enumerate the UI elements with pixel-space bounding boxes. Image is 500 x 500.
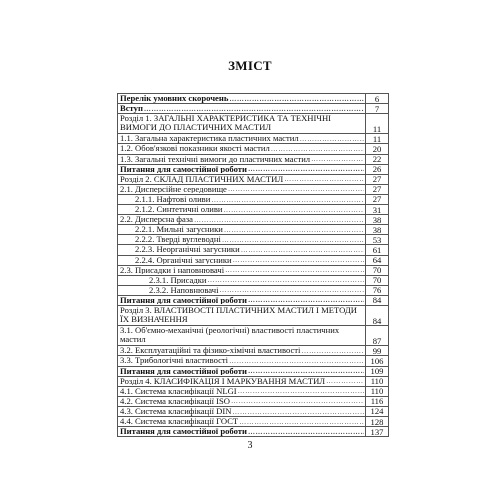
toc-entry-title: 2.3.1. Присадки — [149, 275, 207, 285]
toc-entry-page: 84 — [366, 295, 389, 305]
toc-row — [118, 406, 389, 416]
toc-entry-title: 2.3.2. Наповнювачі — [149, 285, 219, 295]
toc-row — [118, 305, 389, 325]
toc-entry-title: 1.3. Загальні технічні вимоги до пластичних мастил — [120, 154, 311, 164]
toc-row — [118, 366, 389, 376]
toc-row — [118, 144, 389, 154]
toc-entry-title: 2.3. Присадки і наповнювачі — [120, 265, 225, 275]
page-number: 3 — [247, 440, 253, 451]
toc-entry-title: Розділ 4. КЛАСИФІКАЦІЯ І МАРКУВАННЯ МАСТИЛ — [120, 376, 326, 386]
toc-row — [118, 386, 389, 396]
toc-entry-page: 64 — [366, 255, 389, 265]
toc-entry-page: 106 — [366, 356, 389, 366]
toc-entry-title: 2.2.2. Тверді вуглеводні — [135, 235, 221, 244]
toc-row — [118, 417, 389, 427]
toc-entry-title: 4.3. Система класифікації DIN — [120, 406, 232, 416]
toc-entry-page: 27 — [366, 194, 389, 204]
toc-row — [118, 285, 389, 295]
toc-entry-page: 124 — [366, 406, 389, 416]
toc-entry-page: 137 — [366, 427, 389, 437]
toc-heading: ЗМІСТ — [228, 58, 272, 73]
toc-entry-page: 110 — [366, 376, 389, 386]
toc-row — [118, 356, 389, 366]
toc-row — [118, 235, 389, 245]
toc-row — [118, 225, 389, 235]
toc-entry-page: 61 — [366, 245, 389, 255]
toc-entry-page: 20 — [366, 144, 389, 154]
toc-entry-title: 2.1.1. Нафтові оливи — [135, 194, 211, 204]
toc-entry-title: 4.4. Система класифікації ГОСТ — [120, 417, 239, 426]
toc-entry-page: 38 — [366, 215, 389, 225]
toc-entry-title: Питання для самостійної роботи — [120, 164, 247, 174]
toc-row — [118, 154, 389, 164]
toc-entry-page: 116 — [366, 396, 389, 406]
toc-entry-page: 38 — [366, 225, 389, 235]
toc-entry-page: 11 — [366, 114, 389, 134]
toc-entry-title: 2.2.4. Органічні загусники — [135, 255, 232, 265]
toc-row — [118, 215, 389, 225]
toc-entry-page: 109 — [366, 366, 389, 376]
toc-entry-page: 99 — [366, 346, 389, 356]
toc-row — [118, 205, 389, 215]
toc-entry-page: 27 — [366, 184, 389, 194]
toc-entry-title: 2.2. Дисперсна фаза — [120, 215, 193, 224]
toc-row — [118, 94, 389, 104]
toc-entry-page: 7 — [366, 104, 389, 114]
toc-row — [118, 376, 389, 386]
toc-entry-title: Перелік умовних скорочень — [120, 94, 229, 103]
toc-entry-page: 84 — [366, 305, 389, 325]
toc-row — [118, 255, 389, 265]
toc-entry-title: 1.2. Обов'язкові показники якості мастил — [120, 144, 270, 154]
table-of-contents — [117, 93, 389, 437]
toc-row — [118, 427, 389, 437]
toc-entry-title: Розділ 3. ВЛАСТИВОСТІ ПЛАСТИЧНИХ МАСТИЛ І МЕТОДИ ЇХ ВИЗНАЧЕННЯ — [120, 305, 357, 324]
toc-row — [118, 245, 389, 255]
toc-row — [118, 104, 389, 114]
toc-entry-page: 27 — [366, 174, 389, 184]
toc-entry-title: 2.2.1. Мильні загусники — [135, 225, 223, 234]
toc-entry-title: 3.1. Об'ємно-механічні (реологічні) властивості пластичних мастил — [120, 326, 340, 344]
toc-row — [118, 194, 389, 204]
toc-entry-title: 4.1. Система класифікації NLGI — [120, 386, 237, 396]
toc-row — [118, 164, 389, 174]
toc-entry-title: 2.1. Дисперсійне середовище — [120, 184, 227, 194]
toc-entry-title: Питання для самостійної роботи — [120, 295, 247, 305]
toc-entry-page: 110 — [366, 386, 389, 396]
toc-row — [118, 184, 389, 194]
toc-entry-title: Питання для самостійної роботи — [120, 427, 247, 436]
toc-row — [118, 275, 389, 285]
toc-entry-page: 70 — [366, 265, 389, 275]
toc-entry-title: Питання для самостійної роботи — [120, 366, 247, 376]
toc-entry-title: Розділ 2. СКЛАД ПЛАСТИЧНИХ МАСТИЛ — [120, 174, 284, 184]
toc-row — [118, 295, 389, 305]
toc-row — [118, 265, 389, 275]
toc-entry-page: 128 — [366, 417, 389, 427]
toc-row — [118, 114, 389, 134]
toc-entry-title: 3.3. Трибологічні властивості — [120, 356, 229, 366]
toc-entry-page: 22 — [366, 154, 389, 164]
toc-entry-page: 31 — [366, 205, 389, 215]
toc-entry-title: 1.1. Загальна характеристика пластичних мастил — [120, 134, 299, 143]
toc-row — [118, 396, 389, 406]
toc-entry-title: 2.1.2. Синтетичні оливи — [135, 205, 223, 214]
toc-entry-page: 26 — [366, 164, 389, 174]
toc-entry-title: 4.2. Система класифікації ISO — [120, 396, 230, 406]
toc-row — [118, 326, 389, 346]
toc-entry-page: 70 — [366, 275, 389, 285]
toc-entry-title: 2.2.3. Неорганічні загусники — [135, 245, 240, 254]
toc-entry-page: 6 — [366, 94, 389, 104]
toc-entry-title: Вступ — [120, 104, 143, 113]
toc-row — [118, 174, 389, 184]
toc-entry-page: 53 — [366, 235, 389, 245]
toc-entry-title: 3.2. Експлуатаційні та фізико-хімічні властивості — [120, 346, 301, 355]
toc-row — [118, 346, 389, 356]
toc-entry-page: 87 — [366, 326, 389, 346]
toc-entry-title: Розділ 1. ЗАГАЛЬНІ ХАРАКТЕРИСТИКА ТА ТЕХНІЧНІ ВИМОГИ ДО ПЛАСТИЧНИХ МАСТИЛ — [120, 114, 332, 132]
toc-entry-page: 11 — [366, 134, 389, 144]
toc-entry-page: 76 — [366, 285, 389, 295]
toc-row — [118, 134, 389, 144]
